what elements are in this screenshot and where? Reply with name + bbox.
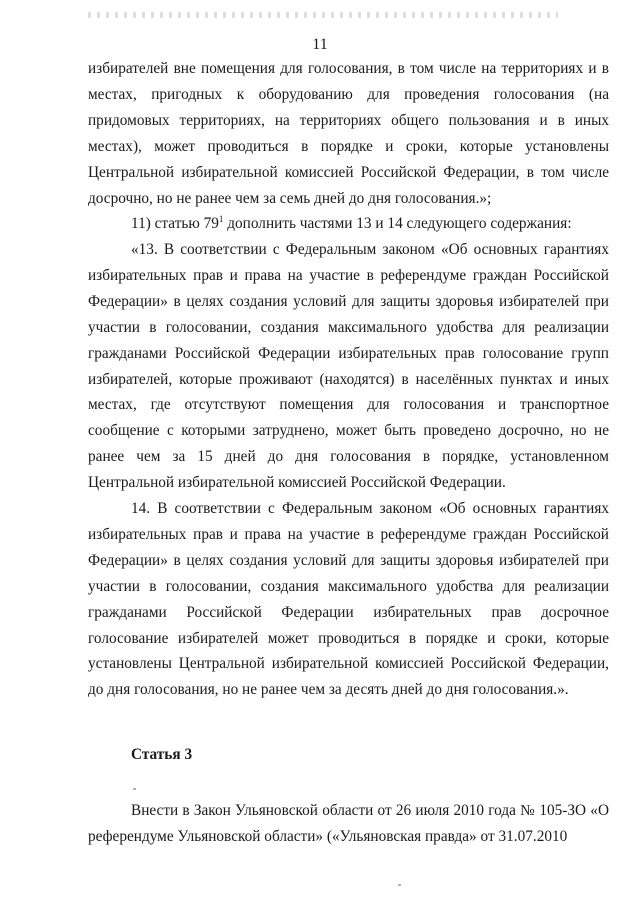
scan-speck xyxy=(133,788,136,790)
paragraph-amendment-11 xyxy=(88,211,609,237)
article-heading: Статья 3 xyxy=(131,746,193,763)
paragraph-part-13: «13. В соответствии с Федеральным законом «Об основных гарантиях избирательных прав и права на участие в референдуме граждан Российской Федерации» в целях создания условий для защиты здоровья избирателей при участии в голосовании, создания максимального удобства для реализации гражданами Российской Федерации избирательных прав голосование групп избирателей, которые проживают (находятся) в населённых пунктах и иных местах, где отсутствуют помещения для голосования и транспортное сообщение с которыми затруднено, может быть проведено досрочно, но не ранее чем за 15 дней до дня голосования в порядке, установленном Центральной избирательной комиссией Российской Федерации. xyxy=(88,241,609,492)
scan-artifact xyxy=(88,12,558,18)
page-number: 11 xyxy=(312,36,328,53)
paragraph-part-14: 14. В соответствии с Федеральным законом «Об основных гарантиях избирательных прав и права на участие в референдуме граждан Российской Федерации» в целях создания условий для защиты здоровья избирателей при участии в голосовании, создания максимального удобства для реализации гражданами Российской Федерации избирательных прав досрочное голосование избирателей может проводиться в порядке и сроки, которые установлены Центральной избирательной комиссией Российской Федерации, до дня голосования, но не ранее чем за десять дней до дня голосования.». xyxy=(88,500,609,699)
amendment-text-start: 11) статью 79 xyxy=(131,215,219,232)
superscript-index: 1 xyxy=(218,213,224,224)
amendment-text-end: дополнить частями 13 и 14 следующего содержания: xyxy=(223,215,572,232)
paragraph-article-3: Внести в Закон Ульяновской области от 26 июля 2010 года № 105-ЗО «О референдуме Ульяновской области» («Ульяновская правда» от 31.07.2010 xyxy=(88,802,609,845)
scan-speck xyxy=(398,884,401,886)
paragraph-continuation: избирателей вне помещения для голосования, в том числе на территориях и в местах, пригодных к оборудованию для проведения голосования (на придомовых территориях, на территориях общего пользования и в иных местах), может проводиться в порядке и сроки, которые установлены Центральной избирательной комиссией Российской Федерации, в том числе досрочно, но не ранее чем за семь дней до дня голосования.»; xyxy=(88,60,609,207)
